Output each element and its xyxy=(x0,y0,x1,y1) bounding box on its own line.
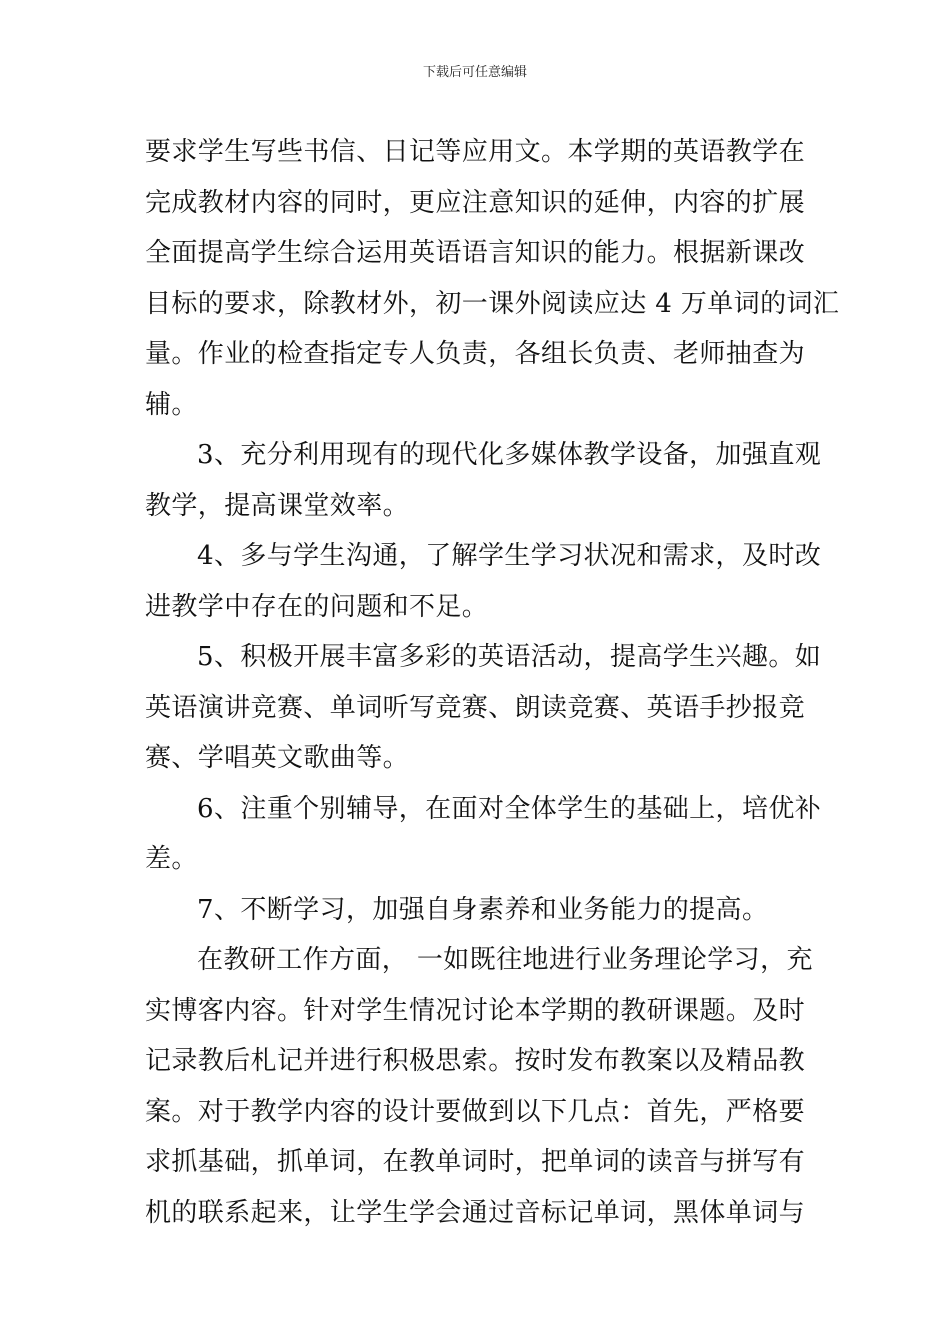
text-line: 进教学中存在的问题和不足。 xyxy=(145,591,489,622)
text-line: 全面提高学生综合运用英语语言知识的能力。根据新课改 xyxy=(145,238,806,268)
text-line: 目标的要求，除教材外，初一课外阅读应达 4 万单词的词汇 xyxy=(145,288,840,319)
text-line: 求抓基础，抓单词，在教单词时，把单词的读音与拼写有 xyxy=(145,1147,806,1177)
text-line: 量。作业的检查指定专人负责，各组长负责、老师抽查为 xyxy=(145,339,806,369)
text-line: 赛、学唱英文歌曲等。 xyxy=(145,743,410,773)
text-line: 实博客内容。针对学生情况讨论本学期的教研课题。及时 xyxy=(145,995,806,1026)
text-line: 案。对于教学内容的设计要做到以下几点：首先，严格要 xyxy=(145,1096,806,1127)
text-line: 4、多与学生沟通，了解学生学习状况和需求，及时改 xyxy=(197,541,822,571)
text-line: 完成教材内容的同时，更应注意知识的延伸，内容的扩展 xyxy=(145,187,806,218)
text-line: 3、充分利用现有的现代化多媒体教学设备，加强直观 xyxy=(197,440,822,470)
text-line: 辅。 xyxy=(145,389,198,420)
text-line: 机的联系起来，让学生学会通过音标记单词，黑体单词与 xyxy=(145,1197,806,1228)
text-line: 记录教后札记并进行积极思索。按时发布教案以及精品教 xyxy=(145,1046,806,1076)
text-line: 教学，提高课堂效率。 xyxy=(145,490,410,521)
document-body xyxy=(145,127,840,1238)
text-line: 7、不断学习，加强自身素养和业务能力的提高。 xyxy=(197,894,769,925)
text-line: 5、积极开展丰富多彩的英语活动，提高学生兴趣。如 xyxy=(197,642,822,672)
text-line: 差。 xyxy=(145,844,198,874)
text-line: 在教研工作方面， 一如既往地进行业务理论学习，充 xyxy=(197,945,813,975)
text-line: 6、注重个别辅导，在面对全体学生的基础上，培优补 xyxy=(197,793,822,824)
text-line: 英语演讲竞赛、单词听写竞赛、朗读竞赛、英语手抄报竞 xyxy=(145,692,806,723)
text-line: 要求学生写些书信、日记等应用文。本学期的英语教学在 xyxy=(145,137,806,167)
page-header: 下载后可任意编辑 xyxy=(422,65,527,80)
